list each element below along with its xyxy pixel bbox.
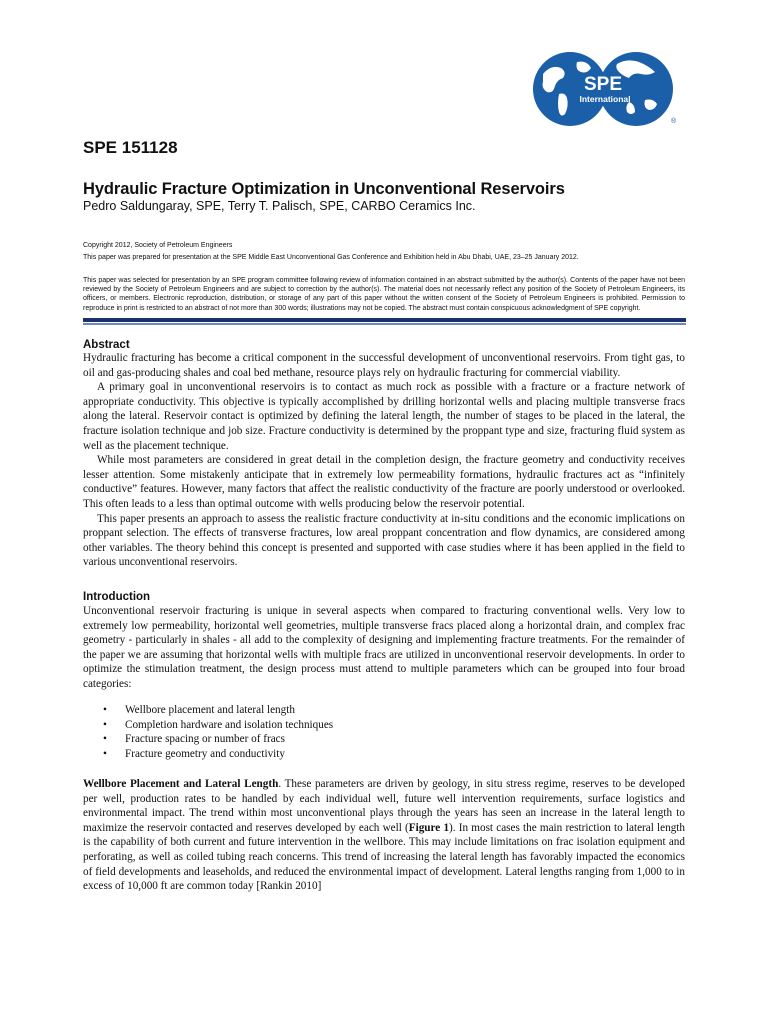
- list-item: • Fracture geometry and conductivity: [103, 748, 285, 761]
- spe-international-logo: [533, 48, 683, 130]
- paper-title: Hydraulic Fracture Optimization in Unconventional Reservoirs: [83, 180, 565, 198]
- introduction-paragraph: Unconventional reservoir fracturing is unique in several aspects when compared to fracturing conventional wells. Very low to extremely low permeability, horizontal well geometries, multiple transverse fracs placed along a horizontal drain, and complex frac geometry - particularly in shales - all add to the complexity of designing and implementing fracture treatments. For the remainder of the paper we are assuming that horizontal wells with multiple fracs are utilized in unconventional reservoir developments. In order to optimize the stimulation treatment, the design process must attend to multiple parameters which can be grouped into four broad categories:: [83, 605, 685, 690]
- abstract-heading: Abstract: [83, 339, 130, 351]
- bullet-icon: •: [103, 748, 107, 761]
- abstract-paragraph: A primary goal in unconventional reservoirs is to contact as much rock as possible with a fracture or a fracture network of appropriate conductivity. This objective is typically accomplished by drilling horizontal wells and placing multiple transverse fracs along the lateral. Reservoir contact is optimized by defining the lateral length, the number of stages to be placed in the lateral, the fracture isolation technique and job size. Fracture conductivity is determined by the proppant type and size, fracturing fluid system as well as the placement technique.: [83, 381, 685, 452]
- header-divider-dark: [83, 318, 686, 322]
- figure-1-reference[interactable]: Figure 1: [408, 821, 450, 834]
- list-item: • Wellbore placement and lateral length: [103, 704, 295, 716]
- list-item: • Fracture spacing or number of fracs: [103, 733, 285, 746]
- logo-text-international: International: [579, 94, 631, 104]
- abstract-paragraph: Hydraulic fracturing has become a critical component in the successful development of unconventional reservoirs. From tight gas, to oil and gas-producing shales and coal bed methane, resource plays rely on hydraulic fracturing for commercial viability.: [83, 352, 685, 379]
- wellbore-run-in-heading: Wellbore Placement and Lateral Length: [83, 778, 279, 790]
- logo-text-spe: SPE: [583, 74, 623, 95]
- wellbore-section: [83, 777, 685, 894]
- abstract-paragraph: This paper presents an approach to assess the realistic fracture conductivity at in-situ conditions and the economic implications on proppant selection. The effects of transverse fractures, low areal proppant concentration and flow dynamics, are considered among other variables. The theory behind this concept is presented and supported with case studies where it has been applied in the field to various unconventional reservoirs.: [83, 512, 685, 569]
- abstract-paragraph: While most parameters are considered in great detail in the completion design, the fracture geometry and conductivity receives lesser attention. Some mistakenly anticipate that in extremely low permeability formations, hydraulic fractures act as “infinitely conductive” features. However, many factors that affect the realistic conductivity of the fracture are poorly understood or overlooked. This often leads to a less than optimal outcome with wells producing below the reservoir potential.: [83, 454, 685, 510]
- introduction-heading: Introduction: [83, 591, 151, 603]
- category-list: [83, 703, 643, 762]
- abstract-body: [83, 351, 685, 570]
- selection-notice: This paper was selected for presentation by an SPE program committee following review of information contained in an abstract submitted by the author(s). Contents of the paper have not been reviewed by the Society of Petroleum Engineers and are subject to correction by the author(s). The material does not necessarily reflect any position of the Society of Petroleum Engineers, its officers, or members. Electronic reproduction, distribution, or storage of any part of this paper without the written consent of the Society of Petroleum Engineers is prohibited. Permission to reproduce in print is restricted to an abstract of not more than 300 words; illustrations may not be copied. The abstract must contain conspicuous acknowledgment of SPE copyright.: [83, 277, 685, 312]
- spe-globe-logo-icon: [533, 48, 683, 130]
- header-divider-light: [83, 323, 686, 325]
- bullet-icon: •: [103, 704, 107, 716]
- introduction-body: [83, 604, 685, 692]
- paper-authors: Pedro Saldungaray, SPE, Terry T. Palisch, SPE, CARBO Ceramics Inc.: [83, 199, 476, 213]
- list-item: • Completion hardware and isolation techniques: [103, 718, 334, 731]
- registered-mark: ®: [671, 118, 677, 125]
- paper-number: SPE 151128: [83, 138, 178, 157]
- wellbore-paragraph: Wellbore Placement and Lateral Length. These parameters are driven by geology, in situ stress regime, reserves to be developed per well, production rates to be handled by each individual well, future well intervention requirements, surface logistics and environmental impact. The trend within most unconventional plays through the years has seen an increase in the lateral length to maximize the reservoir contacted and reserves developed by each well (Figure 1). In most cases the main restriction to lateral length is the capability of both current and future intervention in the wellbore. This may include limitations on frac isolation equipment and perforating, as well as coiled tubing reach concerns. This trend of increasing the lateral length has favorably impacted the economics of field developments and leaseholds, and reduced the environmental impact of development. Lateral lengths ranging from 1,000 to in excess of 10,000 ft are common today [Rankin 2010]: [83, 778, 686, 893]
- presentation-notice: This paper was prepared for presentation at the SPE Middle East Unconventional Gas Conference and Exhibition held in Abu Dhabi, UAE, 23–25 January 2012.: [83, 254, 579, 261]
- copyright-notice: Copyright 2012, Society of Petroleum Engineers: [83, 242, 233, 249]
- bullet-icon: •: [103, 733, 107, 746]
- bullet-icon: •: [103, 718, 107, 731]
